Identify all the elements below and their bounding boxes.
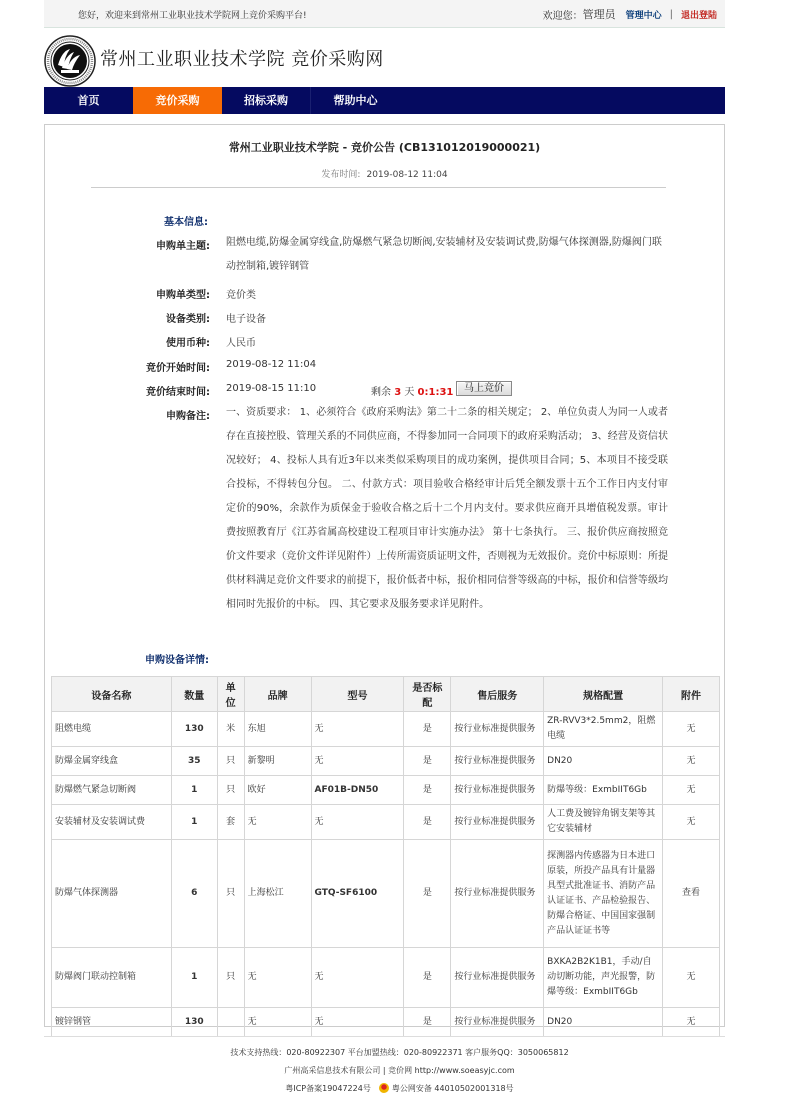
remaining-label: 剩余	[371, 387, 391, 398]
table-row	[52, 948, 720, 1008]
footer-company: 广州高采信息技术有限公司 | 竞价网 http://www.soeasyjc.com	[284, 1066, 515, 1075]
main-nav	[44, 87, 725, 114]
icp-record[interactable]: 粤ICP备案19047224号	[285, 1084, 371, 1093]
cell-model: AF01B-DN50	[311, 776, 404, 805]
cell-service: 按行业标准提供服务	[451, 747, 544, 776]
separator: |	[669, 8, 673, 20]
equipment-table	[51, 676, 720, 1037]
top-bar	[44, 0, 725, 28]
cell-model: GTQ-SF6100	[311, 840, 404, 948]
cell-attachment: 无	[663, 1008, 720, 1037]
table-row	[52, 1008, 720, 1037]
cell-service: 按行业标准提供服务	[451, 1008, 544, 1037]
cell-standard: 是	[404, 840, 451, 948]
cell-name: 防爆阀门联动控制箱	[52, 948, 172, 1008]
welcome-text: 您好，欢迎来到常州工业职业技术学院网上竞价采购平台!	[78, 11, 307, 21]
logout-link[interactable]: 退出登陆	[680, 10, 717, 21]
cell-quantity: 1	[171, 776, 217, 805]
user-area	[543, 6, 717, 22]
publish-label: 发布时间:	[321, 170, 361, 180]
table-row	[52, 805, 720, 840]
category-label: 设备类别:	[166, 314, 210, 325]
cell-name: 安装辅材及安装调试费	[52, 805, 172, 840]
divider	[91, 187, 666, 188]
cell-brand: 新黎明	[244, 747, 311, 776]
cell-attachment: 无	[663, 776, 720, 805]
school-seal-logo-icon[interactable]	[44, 35, 96, 87]
footer-divider	[44, 1036, 725, 1037]
police-badge-icon	[379, 1083, 389, 1093]
countdown	[371, 383, 453, 398]
cell-brand: 无	[244, 805, 311, 840]
start-time-value: 2019-08-12 11:04	[226, 359, 317, 370]
currency-value: 人民币	[226, 338, 256, 349]
cell-name: 阻燃电缆	[52, 712, 172, 747]
basic-info-heading: 基本信息:	[164, 217, 208, 228]
column-header: 单位	[217, 677, 244, 712]
cell-name: 防爆金属穿线盒	[52, 747, 172, 776]
remarks-label: 申购备注:	[166, 411, 210, 422]
column-header: 售后服务	[451, 677, 544, 712]
cell-unit: 只	[217, 840, 244, 948]
cell-standard: 是	[404, 1008, 451, 1037]
table-row	[52, 776, 720, 805]
nav-item-tender[interactable]: 招标采购	[222, 87, 311, 114]
cell-spec: DN20	[544, 1008, 663, 1037]
cell-spec: 人工费及镀锌角钢支架等其它安装辅材	[544, 805, 663, 840]
nav-item-home[interactable]: 首页	[77, 94, 100, 107]
cell-model: 无	[311, 747, 404, 776]
remarks-value: 一、资质要求： 1、必须符合《政府采购法》第二十二条的相关规定； 2、单位负责人为同一人或者存在直接控股、管理关系的不同供应商，不得参加同一合同项下的政府采购活动； 3、经营及资信状况较好； 4、投标人具有近3年以来类似采购项目的成功案例，提供项目合同；5、本项目不接受联合投标，不得转包分包。 二、付款方式：项目验收合格经审计后凭全额发票十五个工作日内支付审定价的90%，余款作为质保金于验收合格之后十二个月内支付。要求供应商开具增值税发票。审计费按照教育厅《江苏省属高校建设工程项目审计实施办法》 第十七条执行。 三、报价供应商按照竞价文件要求（竞价文件详见附件）上传所需资质证明文件，否则视为无效报价。竞价中标原则：所提供材料满足竞价文件要求的前提下，报价低者中标，报价相同信誉等级高的中标，报价和信誉等级均相同时先报价的中标。 四、其它要求及服务要求详见附件。	[226, 407, 668, 610]
category-value: 电子设备	[226, 314, 266, 325]
cell-service: 按行业标准提供服务	[451, 712, 544, 747]
cell-brand: 欧好	[244, 776, 311, 805]
column-header: 附件	[663, 677, 720, 712]
end-time-label: 竞价结束时间:	[146, 387, 210, 398]
details-heading: 申购设备详情:	[145, 655, 209, 666]
cell-standard: 是	[404, 712, 451, 747]
column-header: 是否标配	[404, 677, 451, 712]
cell-quantity: 130	[171, 1008, 217, 1037]
column-header: 设备名称	[52, 677, 172, 712]
cell-attachment: 无	[663, 805, 720, 840]
cell-name: 镀锌钢管	[52, 1008, 172, 1037]
site-header	[44, 33, 725, 87]
cell-name: 防爆气体探测器	[52, 840, 172, 948]
remaining-days: 3	[394, 387, 402, 398]
cell-unit	[217, 1008, 244, 1037]
username: 管理员	[582, 8, 616, 21]
cell-quantity: 35	[171, 747, 217, 776]
cell-attachment: 无	[663, 948, 720, 1008]
cell-attachment: 无	[663, 712, 720, 747]
cell-unit: 套	[217, 805, 244, 840]
cell-model: 无	[311, 948, 404, 1008]
cell-standard: 是	[404, 747, 451, 776]
cell-model: 无	[311, 712, 404, 747]
cell-brand: 无	[244, 1008, 311, 1037]
type-value: 竞价类	[226, 290, 256, 301]
police-record[interactable]: 粤公网安备 44010502001318号	[391, 1084, 514, 1093]
column-header: 型号	[311, 677, 404, 712]
cell-unit: 只	[217, 747, 244, 776]
site-title: 常州工业职业技术学院 竞价采购网	[100, 49, 384, 70]
cell-name: 防爆燃气紧急切断阀	[52, 776, 172, 805]
bid-now-button[interactable]: 马上竞价	[456, 381, 512, 396]
cell-unit: 只	[217, 948, 244, 1008]
type-label: 申购单类型:	[156, 290, 210, 301]
cell-quantity: 6	[171, 840, 217, 948]
admin-center-link[interactable]: 管理中心	[625, 10, 662, 21]
cell-standard: 是	[404, 948, 451, 1008]
days-unit: 天	[404, 387, 415, 398]
cell-standard: 是	[404, 776, 451, 805]
currency-label: 使用币种:	[166, 338, 210, 349]
cell-attachment: 无	[663, 747, 720, 776]
subject-label: 申购单主题:	[156, 241, 210, 252]
cell-brand: 上海松江	[244, 840, 311, 948]
subject-value: 阻燃电缆,防爆金属穿线盒,防爆燃气紧急切断阀,安装辅材及安装调试费,防爆气体探测器,防爆阀门联动控制箱,镀锌钢管	[226, 237, 662, 272]
cell-service: 按行业标准提供服务	[451, 948, 544, 1008]
cell-spec: BXKA2B2K1B1，手动/自动切断功能，声光报警，防爆等级：ExmbIIT6Gb	[544, 948, 663, 1008]
footer-registration	[0, 1083, 799, 1094]
greeting-label: 欢迎您：	[542, 10, 583, 22]
cell-model: 无	[311, 805, 404, 840]
table-row	[52, 712, 720, 747]
cell-spec: DN20	[544, 747, 663, 776]
announcement-title: 常州工业职业技术学院 - 竞价公告 (CB131012019000021)	[228, 141, 541, 154]
cell-service: 按行业标准提供服务	[451, 776, 544, 805]
cell-unit: 只	[217, 776, 244, 805]
column-header: 品牌	[244, 677, 311, 712]
table-row	[52, 840, 720, 948]
cell-brand: 无	[244, 948, 311, 1008]
cell-spec: 防爆等级：ExmbIIT6Gb	[544, 776, 663, 805]
column-header: 数量	[171, 677, 217, 712]
nav-item-bidding[interactable]: 竞价采购	[133, 87, 222, 114]
publish-time: 2019-08-12 11:04	[366, 170, 448, 180]
cell-attachment[interactable]: 查看	[663, 840, 720, 948]
publish-info	[45, 167, 724, 180]
start-time-label: 竞价开始时间:	[146, 363, 210, 374]
table-header-row	[52, 677, 720, 712]
end-time-value: 2019-08-15 11:10	[226, 383, 317, 394]
cell-quantity: 1	[171, 948, 217, 1008]
cell-brand: 东旭	[244, 712, 311, 747]
table-row	[52, 747, 720, 776]
remaining-time: 0:1:31	[417, 387, 454, 398]
footer-support: 技术支持热线：020-80922307 平台加盟热线：020-80922371 客户服务QQ：3050065812	[230, 1048, 569, 1057]
cell-model: 无	[311, 1008, 404, 1037]
cell-quantity: 130	[171, 712, 217, 747]
announcement-panel	[44, 124, 725, 1027]
cell-spec: ZR-RVV3*2.5mm2，阻燃电缆	[544, 712, 663, 747]
column-header: 规格配置	[544, 677, 663, 712]
nav-item-help[interactable]: 帮助中心	[333, 94, 378, 107]
cell-quantity: 1	[171, 805, 217, 840]
cell-unit: 米	[217, 712, 244, 747]
cell-service: 按行业标准提供服务	[451, 805, 544, 840]
cell-standard: 是	[404, 805, 451, 840]
cell-service: 按行业标准提供服务	[451, 840, 544, 948]
cell-spec: 探测器内传感器为日本进口原装，所投产品具有计量器具型式批准证书、消防产品认证证书、产品检验报告、防爆合格证、中国国家强制产品认证证书等	[544, 840, 663, 948]
